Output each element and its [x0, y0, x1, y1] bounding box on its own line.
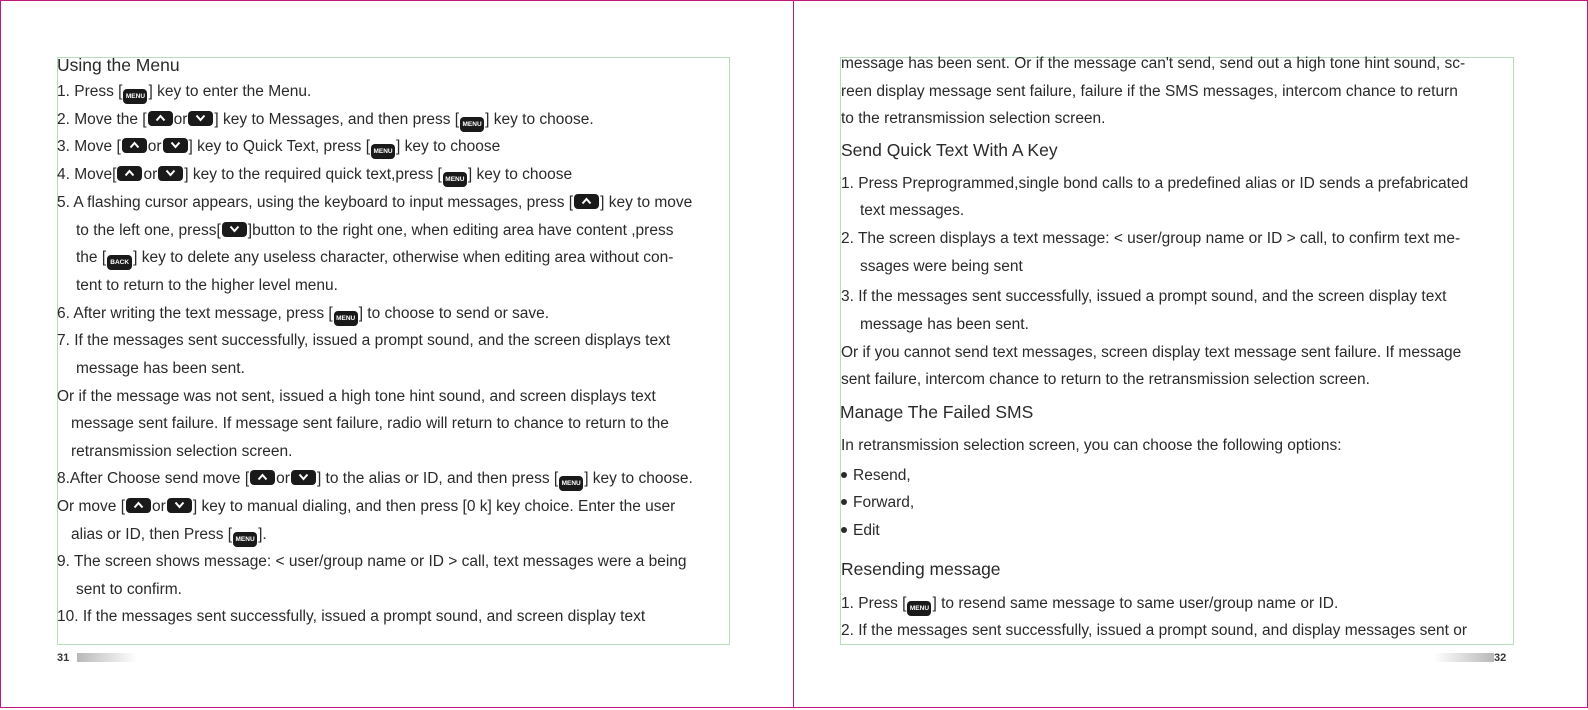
back-key-icon: BACK — [107, 255, 132, 270]
step-5-line-3: the [ BACK ] key to delete any useless character, otherwise when editing area without con- — [76, 248, 673, 270]
qt-or-line-1: Or if you cannot send text messages, screen display text message sent failure. If message — [841, 344, 1462, 361]
resend-step-2: 2. If the messages sent successfully, issued a prompt sound, and display messages sent or — [841, 622, 1468, 639]
bullet-icon — [841, 499, 847, 505]
step-4: 4. Move[ or ] key to the required quick text,press [ MENU ] key to choose — [57, 165, 572, 187]
step-6: 6. After writing the text message, press [ MENU ] to choose to send or save. — [57, 304, 549, 326]
page-number-right: 32 — [1494, 652, 1507, 664]
bullet-icon — [841, 472, 847, 478]
section-heading-quick-text-key: Send Quick Text With A Key — [841, 140, 1058, 160]
resend-step-1: 1. Press [ MENU ] to resend same message to same user/group name or ID. — [841, 594, 1338, 616]
chevron-up-icon — [574, 194, 599, 209]
step-10: 10. If the messages sent successfully, issued a prompt sound, and screen display text — [57, 608, 646, 625]
or-paragraph-line-1: Or if the message was not sent, issued a high tone hint sound, and screen displays text — [57, 388, 656, 405]
menu-key-icon: MENU — [443, 172, 467, 187]
chevron-down-icon — [291, 470, 316, 485]
page-number-bar-left — [77, 653, 137, 662]
step-8-alt-line-1: Or move [ or ] key to manual dialing, and then press [0 k] key choice. Enter the user — [57, 498, 676, 515]
failed-sms-intro: In retransmission selection screen, you can choose the following options: — [841, 437, 1342, 454]
chevron-up-icon — [122, 138, 147, 153]
or-paragraph-line-3: retransmission selection screen. — [71, 443, 293, 460]
qt-or-line-2: sent failure, intercom chance to return to the retransmission selection screen. — [841, 371, 1370, 388]
step-7-line-1: 7. If the messages sent successfully, issued a prompt sound, and the screen displays text — [57, 332, 671, 349]
continued-line-1: message has been sent. Or if the message can't send, send out a high tone hint sound, sc- — [841, 55, 1466, 72]
chevron-down-icon — [158, 166, 183, 181]
chevron-down-icon — [188, 111, 213, 126]
qt-step-1-line-1: 1. Press Preprogrammed,single bond calls to a predefined alias or ID sends a prefabricated — [841, 175, 1469, 192]
left-page — [0, 0, 794, 708]
option-forward: Forward, — [841, 493, 914, 513]
continued-line-2: reen display message sent failure, failure if the SMS messages, intercom chance to return — [841, 83, 1458, 100]
step-3: 3. Move [ or ] key to Quick Text, press [ MENU ] key to choose — [57, 137, 500, 159]
step-9-line-1: 9. The screen shows message: < user/group name or ID > call, text messages were a being — [57, 553, 687, 570]
qt-step-2-line-1: 2. The screen displays a text message: < user/group name or ID > call, to confirm text me- — [841, 230, 1461, 247]
step-1: 1. Press [ MENU ] key to enter the Menu. — [57, 82, 311, 104]
section-heading-using-menu: Using the Menu — [57, 55, 180, 75]
option-resend: Resend, — [841, 466, 911, 486]
step-5-line-2: to the left one, press[ ]button to the right one, when editing area have content ,press — [76, 222, 674, 239]
chevron-up-icon — [148, 111, 173, 126]
qt-step-2-line-2: ssages were being sent — [860, 258, 1023, 275]
step-7-line-2: message has been sent. — [76, 360, 245, 377]
step-8-alt-line-2: alias or ID, then Press [ MENU ]. — [71, 525, 267, 547]
chevron-up-icon — [117, 166, 142, 181]
menu-key-icon: MENU — [233, 532, 257, 547]
step-5-line-4: tent to return to the higher level menu. — [76, 277, 338, 294]
menu-key-icon: MENU — [334, 311, 358, 326]
continued-line-3: to the retransmission selection screen. — [841, 110, 1106, 127]
page-number-bar-right — [1434, 653, 1494, 662]
qt-step-1-line-2: text messages. — [860, 202, 965, 219]
chevron-up-icon — [126, 498, 151, 513]
right-page — [793, 0, 1588, 708]
step-2: 2. Move the [ or ] key to Messages, and then press [ MENU ] key to choose. — [57, 110, 594, 132]
menu-key-icon: MENU — [907, 601, 931, 616]
chevron-down-icon — [167, 498, 192, 513]
qt-step-3-line-1: 3. If the messages sent successfully, issued a prompt sound, and the screen display text — [841, 288, 1447, 305]
step-5-line-1: 5. A flashing cursor appears, using the keyboard to input messages, press [ ] key to move — [57, 194, 693, 211]
chevron-down-icon — [163, 138, 188, 153]
menu-key-icon: MENU — [559, 476, 583, 491]
step-9-line-2: sent to confirm. — [76, 581, 182, 598]
page-number-left: 31 — [57, 652, 70, 664]
qt-step-3-line-2: message has been sent. — [860, 316, 1029, 333]
step-8: 8.After Choose send move [ or ] to the alias or ID, and then press [ MENU ] key to choose. — [57, 469, 693, 491]
menu-key-icon: MENU — [123, 89, 147, 104]
menu-key-icon: MENU — [460, 117, 484, 132]
bullet-icon — [841, 527, 847, 533]
section-heading-resending: Resending message — [841, 559, 1001, 579]
option-edit: Edit — [841, 521, 880, 541]
menu-key-icon: MENU — [371, 144, 395, 159]
section-heading-failed-sms: Manage The Failed SMS — [840, 402, 1034, 422]
chevron-up-icon — [250, 470, 275, 485]
chevron-down-icon — [222, 222, 247, 237]
or-paragraph-line-2: message sent failure. If message sent failure, radio will return to chance to return to the — [71, 415, 669, 432]
